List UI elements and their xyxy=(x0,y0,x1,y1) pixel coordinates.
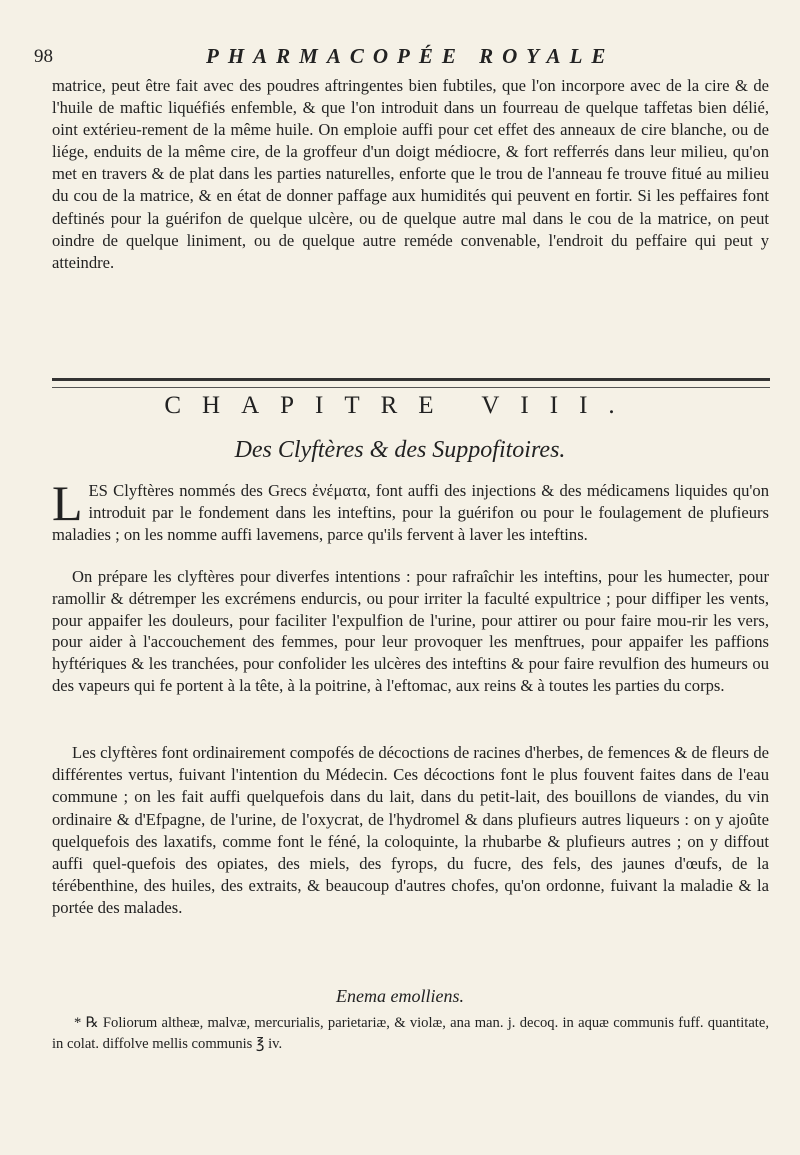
chapter-divider xyxy=(52,378,770,388)
page-header xyxy=(34,44,774,72)
paragraph-clysters-intro-text: ES Clyftères nommés des Grecs ἐνέματα, font auffi des injections & des médicamens liquides qu'on introduit par le fondement dans les inteftins, pour la guérifon ou pour le foulagement de plufieurs maladies ; on les nomme auffi lavemens, parce qu'ils fervent à laver les inteftins. xyxy=(52,481,769,545)
paragraph-clysters-intro xyxy=(52,475,769,547)
recipe-text: * ℞ Foliorum altheæ, malvæ, mercurialis, parietariæ, & violæ, ana man. j. decoq. in aquæ communis fuff. quantitate, in colat. diffolve mellis communis ℥ iv. xyxy=(52,1015,769,1052)
chapter-subtitle: Des Clyftères & des Suppofitoires. xyxy=(234,437,566,463)
recipe-title: Enema emolliens. xyxy=(336,986,464,1006)
page-number: 98 xyxy=(34,46,53,67)
running-head: PHARMACOPÉE ROYALE xyxy=(206,44,615,68)
paragraph-clysters-purposes: On prépare les clyftères pour diverfes intentions : pour rafraîchir les inteftins, pour les humecter, pour ramollir & détremper les excrémens endurcis, ou pour irriter la faculté expultrice ; pour diffiper les vents, pour appaifer les douleurs, pour faciliter l'expulfion de l'urine, pour attirer ou pour faire mou-rir les vers, pour aider à l'accouchement des femmes, pour leur provoquer les menftrues, pour appaifer les paffions hyftériques & les tranchées, pour confolider les ulcères des inteftins & pour faire revulfion des humeurs ou des vapeurs qui fe portent à la tête, à la poitrine, à l'eftomac, aux reins & à toutes les parties du corps. xyxy=(52,567,769,695)
paragraph-pessaries: matrice, peut être fait avec des poudres aftringentes bien fubtiles, que l'on incorpore avec de la cire & de l'huile de maftic liquéfiés enfemble, & que l'on introduit dans un fourreau de quelque taffetas bien délié, oint extérieu-rement de la même huile. On emploie auffi pour cet effet des anneaux de cire blanche, ou de liége, enduits de la même cire, de la groffeur d'un doigt médiocre, & fort refferrés dans leur milieu, qu'on met en travers & de plat dans les parties naturelles, enforte que le trou de l'anneau fe trouve fitué au milieu du cou de la matrice, & en état de donner paffage aux humidités qui peuvent en fortir. Si les peffaires font deftinés pour la guérifon de quelque ulcère, ou de quelque autre mal dans le cou de la matrice, on peut oindre de quelque liniment, ou de quelque autre reméde convenable, l'endroit du peffaire qui peut y atteindre. xyxy=(52,76,769,272)
drop-cap: L xyxy=(52,475,83,531)
paragraph-clysters-composition: Les clyftères font ordinairement compofés de décoctions de racines d'herbes, de femences & de fleurs de différentes vertus, fuivant l'intention du Médecin. Ces décoctions font le plus fouvent faites dans de l'eau commune ; on les fait auffi quelquefois dans du lait, dans du petit-lait, des bouillons de viandes, du vin ordinaire & d'Efpagne, de l'urine, de l'oxycrat, de l'hydromel & dans plufieurs autres liqueurs : on y ajoûte quelquefois des laxatifs, comme font le féné, la coloquinte, la rhubarbe & plufieurs autres ; on y diffout auffi quel-quefois des opiates, des miels, des fyrops, du fucre, des fels, des jaunes d'œufs, de la térébenthine, des huiles, des extraits, & beaucoup d'autres chofes, qu'on ordonne, fuivant la maladie & la portée des malades. xyxy=(52,743,769,918)
chapter-title: CHAPITRE VIII. xyxy=(164,392,636,419)
